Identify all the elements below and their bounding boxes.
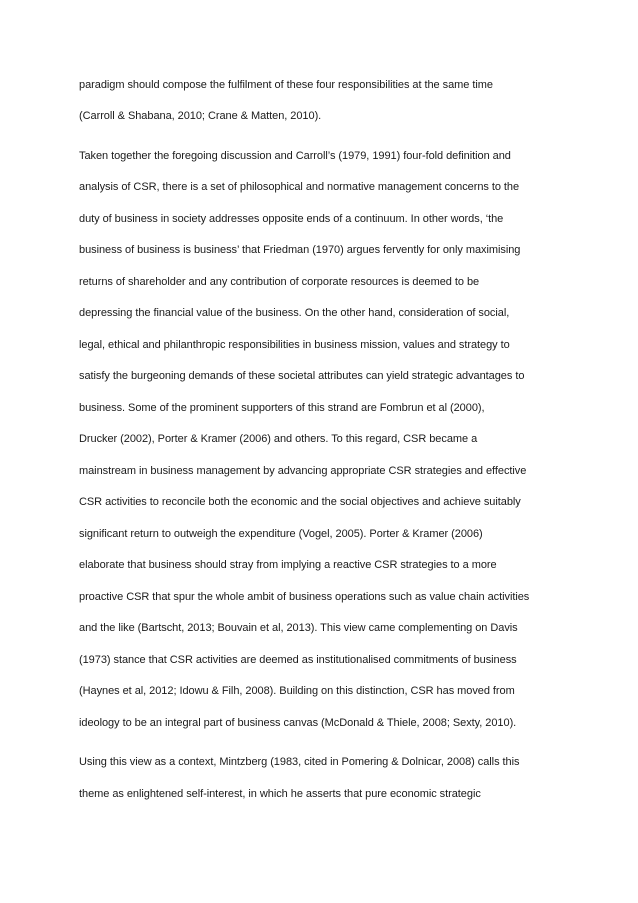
text-line: significant return to outweigh the expenditure (Vogel, 2005). Porter & Kramer (2006) [79, 528, 483, 540]
text-line: Drucker (2002), Porter & Kramer (2006) and others. To this regard, CSR became a [79, 433, 478, 445]
text-line: satisfy the burgeoning demands of these societal attributes can yield strategic advantages to [79, 370, 525, 382]
text-line: (Haynes et al, 2012; Idowu & Filh, 2008). Building on this distinction, CSR has moved from [79, 685, 515, 697]
text-line: business. Some of the prominent supporters of this strand are Fombrun et al (2000), [79, 402, 485, 414]
text-line: depressing the financial value of the business. On the other hand, consideration of social, [79, 307, 510, 319]
text-line: elaborate that business should stray from implying a reactive CSR strategies to a more [79, 559, 497, 571]
text-line: legal, ethical and philanthropic responsibilities in business mission, values and strategy to [79, 339, 510, 351]
text-line: theme as enlightened self-interest, in which he asserts that pure economic strategic [79, 788, 481, 800]
text-line: and the like (Bartscht, 2013; Bouvain et al, 2013). This view came complementing on Davis [79, 622, 518, 634]
text-line: returns of shareholder and any contribution of corporate resources is deemed to be [79, 276, 480, 288]
text-line: ideology to be an integral part of business canvas (McDonald & Thiele, 2008; Sexty, 2010). [79, 717, 517, 729]
text-line: mainstream in business management by advancing appropriate CSR strategies and effective [79, 465, 527, 477]
text-line: Taken together the foregoing discussion and Carroll’s (1979, 1991) four-fold definition and [79, 150, 511, 162]
text-line: Using this view as a context, Mintzberg (1983, cited in Pomering & Dolnicar, 2008) calls this [79, 756, 520, 768]
text-line: (1973) stance that CSR activities are deemed as institutionalised commitments of business [79, 654, 517, 666]
text-line: proactive CSR that spur the whole ambit of business operations such as value chain activities [79, 591, 530, 603]
text-line: business of business is business’ that Friedman (1970) argues fervently for only maximising [79, 244, 521, 256]
text-line: CSR activities to reconcile both the economic and the social objectives and achieve suitably [79, 496, 521, 508]
text-line: paradigm should compose the fulfilment of these four responsibilities at the same time [79, 79, 493, 91]
text-line: (Carroll & Shabana, 2010; Crane & Matten, 2010). [79, 110, 322, 122]
text-line: duty of business in society addresses opposite ends of a continuum. In other words, ‘the [79, 213, 504, 225]
text-line: analysis of CSR, there is a set of philosophical and normative management concerns to the [79, 181, 520, 193]
